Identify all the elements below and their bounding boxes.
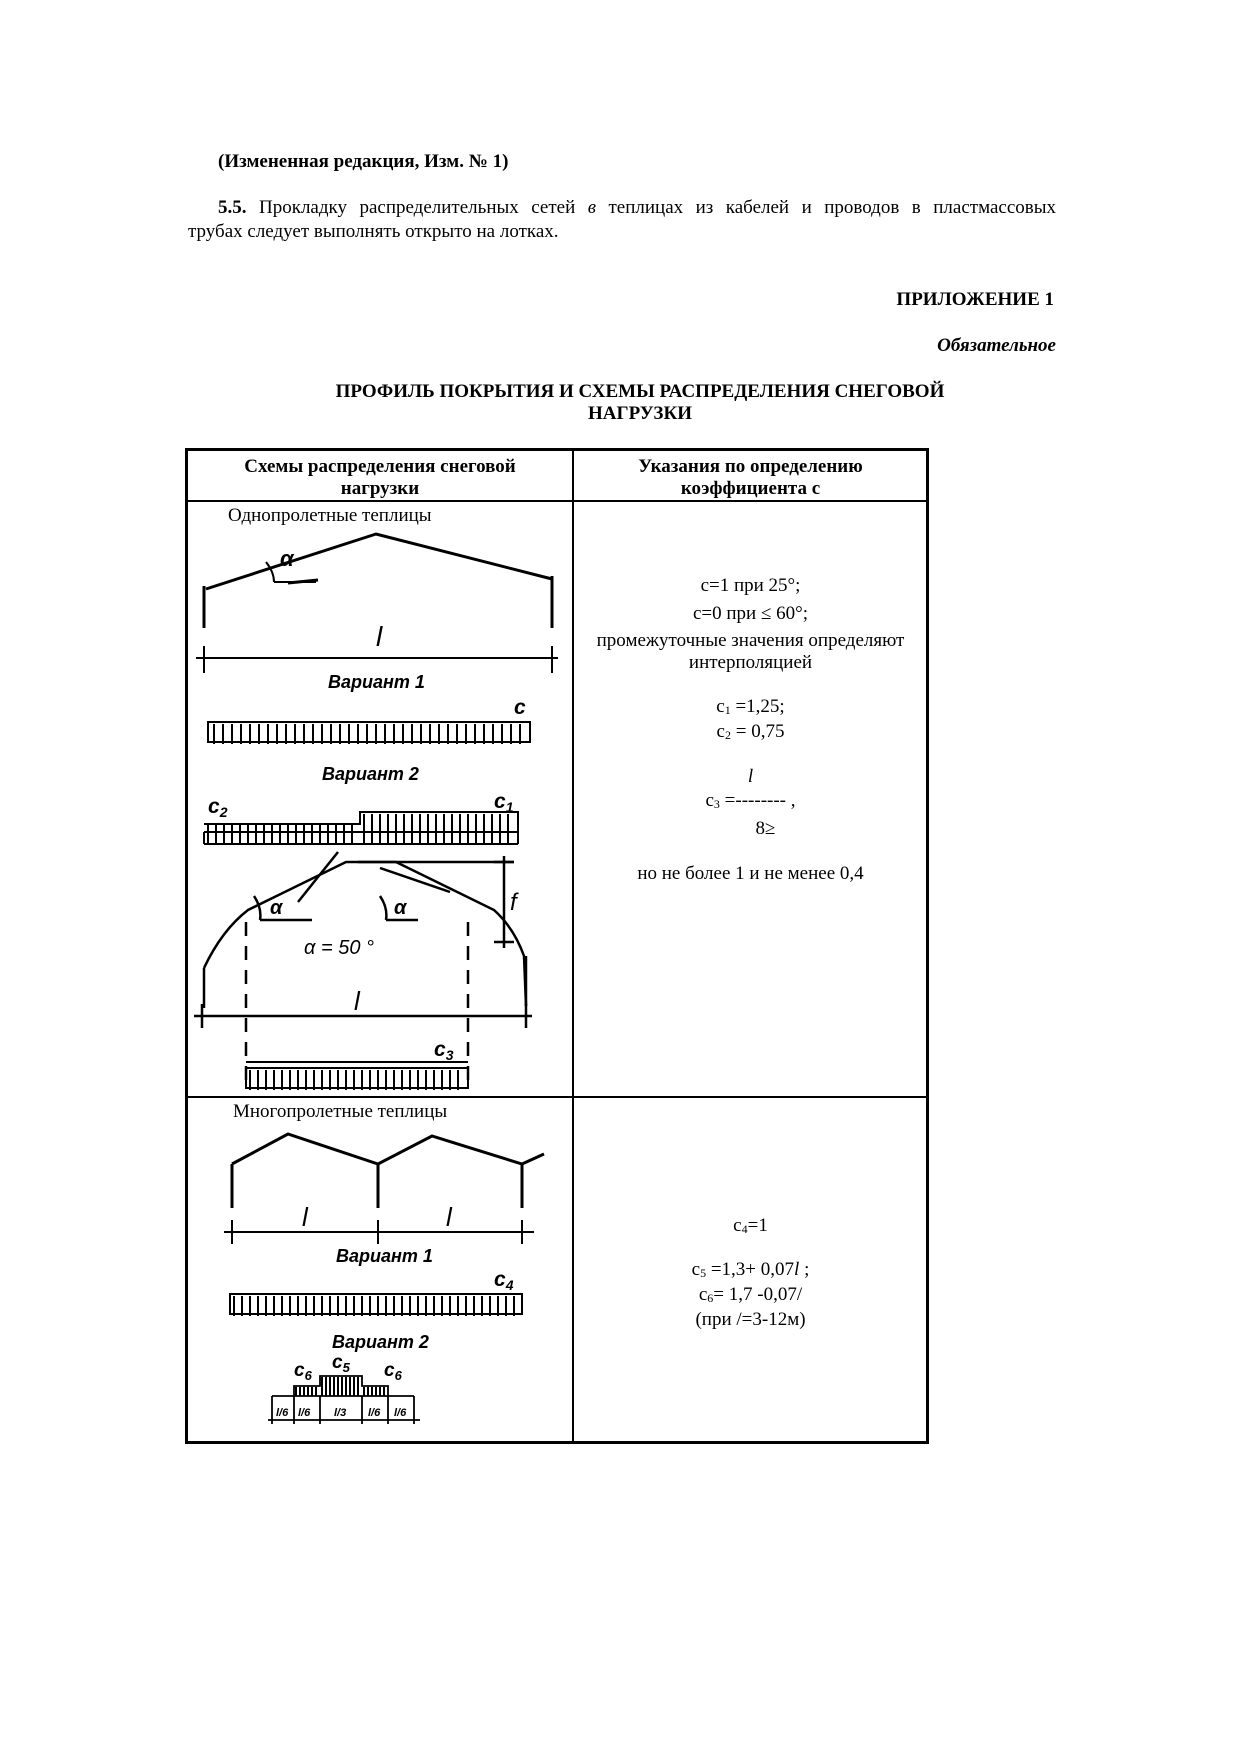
c4-label: c4	[494, 1268, 514, 1293]
seg-l3: l/3	[334, 1407, 347, 1419]
multi-variant-2-label: Вариант 2	[332, 1332, 429, 1352]
alpha-left-label: α	[270, 897, 283, 919]
col1-header	[188, 456, 572, 500]
note-c1-condition: с=1 при 25°;	[700, 575, 801, 596]
seg-l6-3: l/6	[368, 1407, 381, 1419]
alpha-equation: α = 50 °	[304, 937, 374, 959]
variant-1-label: Вариант 1	[328, 672, 425, 692]
heading-line-2: НАГРУЗКИ	[588, 403, 692, 424]
seg-l6-4: l/6	[394, 1407, 407, 1419]
note-c4: $с_4=1$	[733, 1215, 768, 1236]
note-interp-2: интерполяцией	[688, 652, 813, 673]
multi-span-caption: Многопролетные теплицы	[233, 1101, 448, 1122]
c3-label: c3	[434, 1038, 454, 1063]
note-c1: $c_1 =1,25$;	[716, 696, 785, 717]
col2-header-line-2: коэффициента с	[680, 478, 821, 499]
f-label: f	[510, 889, 517, 916]
note-c3: $с_3$ =-------- ,	[705, 790, 796, 811]
note-interp-1: промежуточные значения определяют	[596, 630, 905, 651]
note-frac-num: l	[747, 766, 754, 787]
appendix-heading	[200, 381, 1080, 425]
single-span-notes	[574, 574, 927, 885]
seg-l6-1: l/6	[276, 1407, 289, 1419]
multi-uniform-load-bar	[230, 1294, 522, 1316]
col1-header-line-1: Схемы распределения снеговой	[244, 456, 516, 477]
c-label: c	[514, 696, 526, 719]
note-frac-den: 8≥	[755, 818, 776, 839]
span-label: l	[376, 621, 383, 652]
seg-l6-2: l/6	[298, 1407, 311, 1419]
multi-span-diagram	[188, 1124, 571, 1440]
c1-label: c1	[494, 790, 514, 815]
note-c2: $с_2 = 0,75$	[716, 721, 785, 742]
c6-left-label: $c_6$	[294, 1360, 312, 1383]
uniform-load-bar	[208, 722, 530, 744]
note-c6: $с_6= 1,7$ -0,07/	[698, 1284, 803, 1305]
variant-2-label: Вариант 2	[322, 764, 419, 784]
paragraph-line-2: трубах следует выполнять открыто на лотках.	[188, 221, 559, 242]
table-header-divider	[185, 500, 929, 502]
single-span-caption: Однопролетные теплицы	[228, 505, 432, 526]
c2-label: c2	[208, 795, 228, 820]
arch-load-bar	[246, 1062, 468, 1090]
amendment-note: (Измененная редакция, Изм. № 1)	[218, 151, 509, 172]
paragraph-5-5	[188, 196, 1056, 244]
appendix-title: ПРИЛОЖЕНИЕ 1	[896, 289, 1054, 310]
alpha-label: α	[280, 546, 294, 571]
paragraph-text-b: теплицах из кабелей и проводов в пластмассовых	[595, 197, 1057, 218]
multi-span-notes	[574, 1214, 927, 1331]
span-right-label: l	[446, 1202, 452, 1232]
c6-right-label: $c_6$	[384, 1360, 402, 1383]
note-limit: но не более 1 и не менее 0,4	[637, 863, 864, 884]
note-c0-condition: с=0 при ≤ 60°;	[692, 603, 809, 624]
alpha-right-label: α	[394, 897, 407, 919]
col2-header-line-1: Указания по определению	[638, 456, 863, 477]
span-left-label: l	[302, 1202, 308, 1232]
c5-label: $c_5$	[332, 1352, 350, 1375]
paragraph-number: 5.5.	[218, 197, 247, 218]
single-span-diagram	[188, 528, 571, 1096]
col2-header	[574, 456, 927, 500]
span-label-2: l	[354, 986, 360, 1016]
paragraph-italic-word: в	[587, 197, 596, 218]
note-c5: $с_5 =1,3+ 0,07l$ ;	[691, 1259, 810, 1280]
table-row-divider	[185, 1096, 929, 1098]
paragraph-text-a: Прокладку распределительных сетей	[246, 197, 588, 218]
multi-variant-1-label: Вариант 1	[336, 1246, 433, 1266]
stepped-load-bar	[204, 812, 518, 844]
col1-header-line-2: нагрузки	[340, 478, 420, 499]
appendix-status: Обязательное	[937, 335, 1056, 356]
heading-line-1: ПРОФИЛЬ ПОКРЫТИЯ И СХЕМЫ РАСПРЕДЕЛЕНИЯ СНЕГОВОЙ	[335, 381, 945, 402]
note-range: (при /=3-12м)	[695, 1309, 806, 1330]
